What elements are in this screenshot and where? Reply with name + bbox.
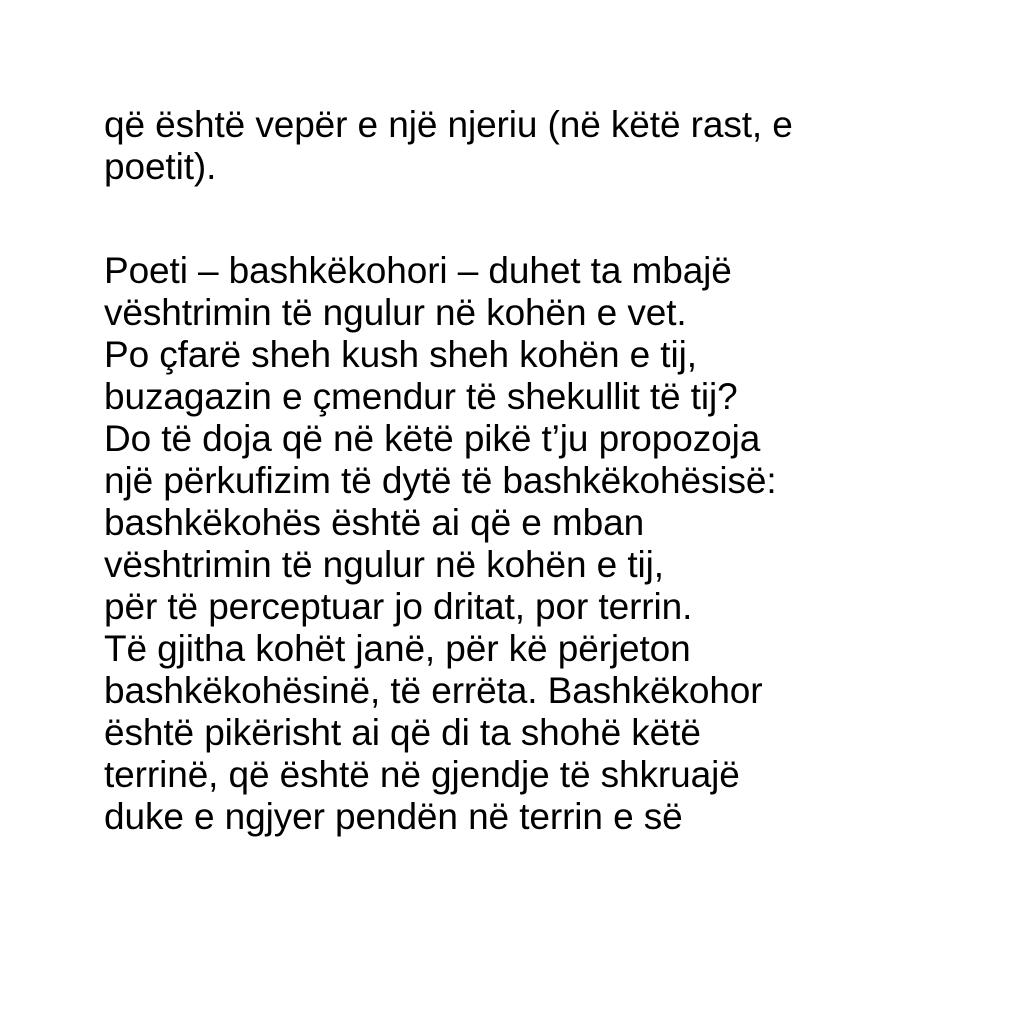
- text-line: bashkëkohësinë, të errëta. Bashkëkohor: [104, 670, 763, 711]
- text-line: një përkufizim të dytë të bashkëkohësisë:: [104, 460, 777, 501]
- text-line: bashkëkohës është ai që e mban: [104, 502, 645, 543]
- text-line: Po çfarë sheh kush sheh kohën e tij,: [104, 334, 697, 375]
- text-line: që është vepër e një njeriu (në këtë rast, e: [104, 104, 793, 145]
- paragraph-2: [104, 250, 984, 838]
- text-line: Do të doja që në këtë pikë t’ju propozoja: [104, 418, 761, 459]
- text-line: është pikërisht ai që di ta shohë këtë: [104, 712, 701, 753]
- text-line: duke e ngjyer pendën në terrin e së: [104, 796, 683, 837]
- text-line: për të perceptuar jo dritat, por terrin.: [104, 586, 693, 627]
- paragraph-1: [104, 104, 984, 188]
- text-line: terrinë, që është në gjendje të shkruajë: [104, 754, 740, 795]
- text-line: vështrimin të ngulur në kohën e vet.: [104, 292, 687, 333]
- text-line: Poeti – bashkëkohori – duhet ta mbajë: [104, 250, 732, 291]
- text-line: poetit).: [104, 146, 217, 187]
- text-line: vështrimin të ngulur në kohën e tij,: [104, 544, 664, 585]
- text-line: buzagazin e çmendur të shekullit të tij?: [104, 376, 738, 417]
- text-line: Të gjitha kohët janë, për kë përjeton: [104, 628, 691, 669]
